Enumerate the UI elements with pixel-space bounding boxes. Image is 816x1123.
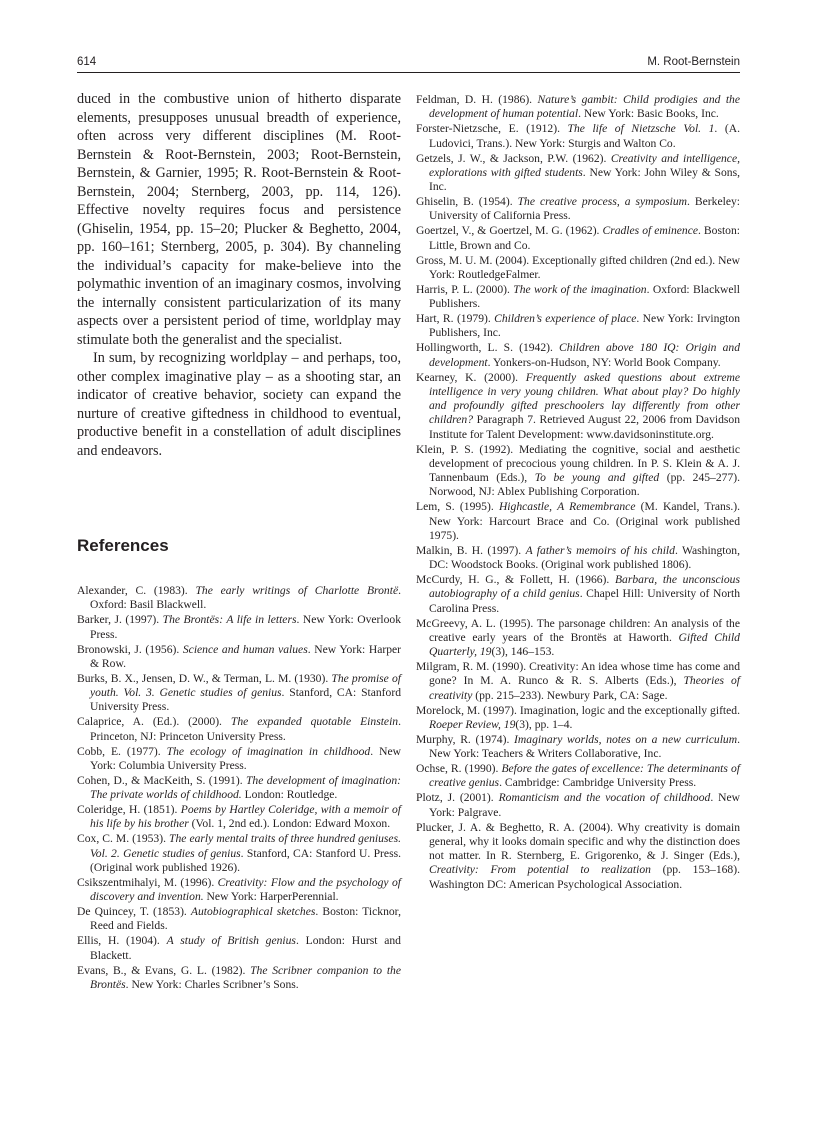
reference-title: Nature’s gambit: Child prodigies and the development of human potential (429, 93, 740, 121)
reference-title: Science and human values (182, 642, 308, 656)
reference-entry (416, 283, 740, 312)
body-text (77, 90, 401, 460)
reference-text: London: Routledge. (241, 788, 338, 801)
reference-title: Creativity: Flow and the psychology of discovery and invention. (90, 875, 401, 903)
reference-text: (pp. 153–168). Washington DC: American Psychological Association. (429, 863, 740, 891)
reference-entry (416, 122, 740, 151)
reference-text: Murphy, R. (1974). (416, 732, 515, 746)
reference-entry (416, 341, 740, 370)
reference-text: (pp. 215–233). Newbury Park, CA: Sage. (472, 688, 668, 702)
reference-text: . Washington, DC: Woodstock Books. (Original work published 1806). (429, 543, 740, 571)
reference-text: Alexander, C. (1983). (77, 584, 196, 597)
reference-text: (3), pp. 1–4. (515, 717, 573, 731)
reference-text: Plotz, J. (2001). (416, 791, 499, 805)
reference-text: Klein, P. S. (1992). Mediating the cognitive, social and aesthetic development of precocious young children. In P. S. Klein & A. J. Tannenbaum (Eds.), (416, 442, 740, 484)
reference-text: . New York: Irvington Publishers, Inc. (429, 312, 740, 340)
reference-entry (416, 733, 740, 762)
reference-entry (77, 876, 401, 905)
reference-title: Highcastle, A Remembrance (498, 500, 636, 514)
reference-entry (416, 312, 740, 341)
reference-text: . Chapel Hill: University of North Carolina Press. (429, 587, 741, 615)
reference-entry (77, 715, 401, 744)
reference-text: . Yonkers-on-Hudson, NY: World Book Company. (487, 355, 721, 369)
reference-title: Before the gates of excellence: The determinants of creative genius (429, 762, 740, 790)
reference-title: Roeper Review, 19 (429, 717, 516, 731)
reference-title: The Brontës: A life in letters (162, 613, 297, 627)
reference-title: The promise of youth. Vol. 3. Genetic studies of genius (90, 671, 401, 699)
reference-entry (416, 500, 740, 543)
reference-text: Plucker, J. A. & Beghetto, R. A. (2004). Why creativity is domain general, why it looks domain specific and why the distinction does not matter. In R. Sternberg, E. Grigorenko, & J. Singer (Eds.), (416, 820, 740, 862)
reference-text: . New York: John Wiley & Sons, Inc. (429, 165, 740, 193)
header-rule (77, 72, 740, 73)
running-header (77, 54, 740, 72)
reference-entry (77, 584, 401, 613)
reference-title: Poems by Hartley Coleridge, with a memoir of his life by his brother (90, 803, 401, 831)
reference-text: Paragraph 7. Retrieved August 22, 2006 from Davidson Institute for Talent Development: www.davidsoninstitute.org. (429, 413, 740, 441)
reference-text: . Oxford: Basil Blackwell. (90, 584, 401, 612)
reference-text: . Stanford, CA: Stanford University Press. (90, 686, 401, 714)
reference-title: Romanticism and the vocation of childhood (498, 791, 711, 805)
reference-text: (pp. 245–277). Norwood, NJ: Ablex Publishing Corporation. (429, 471, 740, 499)
reference-text: Kearney, K. (2000). (416, 370, 526, 384)
reference-entry (416, 443, 740, 500)
running-author: M. Root-Bernstein (647, 56, 740, 68)
reference-title: Imaginary worlds, notes on a new curriculum (514, 732, 738, 746)
reference-text: Evans, B., & Evans, G. L. (1982). (77, 963, 251, 977)
reference-text: Calaprice, A. (Ed.). (2000). (77, 715, 231, 729)
reference-text: . New York: Palgrave. (429, 791, 740, 819)
reference-entry (416, 704, 740, 733)
reference-text: Cobb, E. (1977). (77, 744, 167, 758)
reference-text: Ellis, H. (1904). (77, 934, 167, 948)
reference-text: . Boston: Little, Brown and Co. (429, 224, 740, 252)
reference-entry (77, 774, 401, 803)
references-left-column (77, 584, 401, 993)
reference-text: Barker, J. (1997). (77, 613, 163, 627)
reference-text: . Cambridge: Cambridge University Press. (499, 776, 697, 790)
reference-entry (416, 660, 740, 703)
references-heading: References (77, 536, 169, 555)
reference-text: . Berkeley: University of California Press. (429, 195, 740, 223)
reference-text: Bronowski, J. (1956). (77, 642, 183, 656)
reference-title: Theories of creativity (429, 674, 741, 702)
reference-text: . London: Hurst and Blackett. (90, 934, 401, 962)
reference-text: New York: HarperPerennial. (203, 890, 339, 903)
reference-title: The early writings of Charlotte Brontë (195, 584, 399, 597)
reference-title: A study of British genius (166, 934, 296, 948)
body-paragraph-2: In sum, by recognizing worldplay – and perhaps, too, other complex imaginative play – as a shooting star, an indicator of creative behavior, society can expand the nurture of creative giftedness in childhood to eventual, productive benefit in a constellation of adult disciplines and endeavors. (77, 350, 401, 459)
reference-text: (3), 146–153. (491, 645, 555, 658)
reference-text: Ochse, R. (1990). (416, 762, 502, 775)
reference-entry (416, 573, 740, 616)
reference-text: Gross, M. U. M. (2004). Exceptionally gifted children (2nd ed.). New York: RoutledgeFalmer. (416, 253, 740, 281)
reference-text: . Boston: Ticknor, Reed and Fields. (90, 905, 401, 933)
reference-entry (77, 803, 401, 832)
reference-entry (416, 195, 740, 224)
reference-text: Csikszentmihalyi, M. (1996). (77, 875, 218, 889)
reference-text: Hart, R. (1979). (416, 312, 495, 325)
reference-title: Autobiographical sketches (190, 905, 316, 918)
reference-entry (416, 762, 740, 791)
reference-text: Goertzel, V., & Goertzel, M. G. (1962). (416, 224, 603, 238)
reference-text: Milgram, R. M. (1990). Creativity: An idea whose time has come and gone? In M. A. Runco & R. S. Alberts (Eds.), (416, 660, 740, 688)
reference-text: . New York: Columbia University Press. (90, 744, 401, 772)
reference-text: Ghiselin, B. (1954). (416, 195, 518, 208)
reference-title: The creative process, a symposium (517, 195, 688, 208)
reference-text: Lem, S. (1995). (416, 500, 499, 514)
reference-title: The life of Nietzsche Vol. 1 (567, 122, 715, 136)
reference-text: . New York: Charles Scribner’s Sons. (125, 977, 299, 991)
reference-title: Barbara, the unconscious autobiography of a child genius (429, 573, 740, 601)
reference-title: Creativity: From potential to realization (429, 863, 651, 877)
reference-text: Forster-Nietzsche, E. (1912). (416, 122, 568, 136)
reference-entry (416, 544, 740, 573)
reference-entry (416, 93, 740, 122)
reference-text: (M. Kandel, Trans.). New York: Harcourt Brace and Co. (Original work published 1975). (429, 500, 740, 542)
reference-entry (416, 152, 740, 195)
reference-text: . Princeton, NJ: Princeton University Press. (90, 715, 402, 743)
reference-title: The Scribner companion to the Brontës (90, 963, 401, 991)
reference-entry (77, 613, 401, 642)
reference-text: . New York: Teachers & Writers Collaborative, Inc. (429, 732, 740, 760)
reference-entry (77, 832, 401, 875)
reference-text: . New York: Overlook Press. (90, 613, 401, 641)
reference-entry (77, 745, 401, 774)
reference-title: To be young and gifted (534, 471, 660, 484)
reference-title: Cradles of eminence (602, 224, 698, 238)
reference-entry (416, 821, 740, 892)
reference-text: . Stanford, CA: Stanford U. Press. (Original work published 1926). (90, 846, 401, 874)
reference-entry (416, 791, 740, 820)
reference-text: Burks, B. X., Jensen, D. W., & Terman, L. M. (1930). (77, 671, 332, 685)
reference-text: (Vol. 1, 2nd ed.). London: Edward Moxon. (188, 817, 391, 831)
references-right-column (416, 93, 740, 893)
reference-text: McGreevy, A. L. (1995). The parsonage children: An analysis of the creative early years of the Brontës at Haworth. (416, 616, 740, 644)
reference-text: Cohen, D., & MacKeith, S. (1991). (77, 773, 246, 787)
reference-text: Malkin, B. H. (1997). (416, 543, 526, 557)
reference-title: Children above 180 IQ: Origin and development (429, 341, 740, 369)
reference-text: Hollingworth, L. S. (1942). (416, 341, 560, 355)
reference-title: The ecology of imagination in childhood (166, 744, 371, 758)
reference-text: McCurdy, H. G., & Follett, H. (1966). (416, 573, 615, 586)
reference-text: Feldman, D. H. (1986). (416, 93, 538, 106)
reference-text: . New York: Harper & Row. (90, 642, 402, 670)
page-number: 614 (77, 56, 97, 68)
reference-title: Creativity and intelligence, explorations with gifted students (429, 151, 740, 179)
reference-entry (416, 371, 740, 442)
reference-title: The early mental traits of three hundred geniuses. Vol. 2. Genetic studies of genius (90, 832, 401, 860)
reference-entry (416, 617, 740, 660)
reference-entry (77, 964, 401, 993)
reference-entry (416, 254, 740, 283)
reference-title: The expanded quotable Einstein (230, 715, 399, 729)
reference-entry (77, 934, 401, 963)
reference-entry (77, 672, 401, 715)
reference-text: De Quincey, T. (1853). (77, 905, 191, 918)
body-paragraph-1: duced in the combustive union of hitherto disparate elements, presupposes unusual breadth of experience, often across very different disciplines (M. Root-Bernstein & Root-Bernstein, 2003; Root-Bernstein, Bernstein, & Garnier, 1995; R. Root-Bernstein & Root-Bernstein, 2004; Sternberg, 2003, pp. 114, 126). Effective novelty requires focus and persistence (Ghiselin, 1954, pp. 15–20; Plucker & Beghetto, 2004, pp. 160–161; Sternberg, 2005, p. 304). By channeling the individual’s capacity for make-believe into the polymathic invention of an imaginary cosmos, involving the internally consistent particularization of its many aspects over a persistent period of time, worldplay may stimulate both the generalist and the specialist. (77, 91, 401, 348)
reference-text: Morelock, M. (1997). Imagination, logic and the exceptionally gifted. (416, 703, 740, 717)
reference-entry (77, 643, 401, 672)
reference-title: The work of the imagination (513, 282, 647, 296)
reference-title: A father’s memoirs of his child (525, 543, 675, 557)
reference-entry (416, 224, 740, 253)
reference-text: Harris, P. L. (2000). (416, 282, 514, 296)
reference-text: . Oxford: Blackwell Publishers. (429, 282, 740, 310)
reference-text: . New York: Basic Books, Inc. (578, 107, 719, 121)
reference-title: Frequently asked questions about extreme intelligence in very young children. What about play? Do highly and profoundly gifted preschoolers lay differently from other children? (429, 370, 740, 427)
reference-text: . (A. Ludovici, Trans.). New York: Sturgis and Walton Co. (429, 122, 741, 150)
reference-text: Getzels, J. W., & Jackson, P.W. (1962). (416, 151, 611, 165)
reference-title: The development of imagination: The private worlds of childhood. (90, 773, 401, 801)
reference-entry (77, 905, 401, 934)
reference-text: Coleridge, H. (1851). (77, 803, 181, 816)
reference-title: Children’s experience of place (494, 312, 637, 325)
reference-text: Cox, C. M. (1953). (77, 832, 170, 846)
reference-title: Gifted Child Quarterly, 19 (429, 630, 740, 658)
